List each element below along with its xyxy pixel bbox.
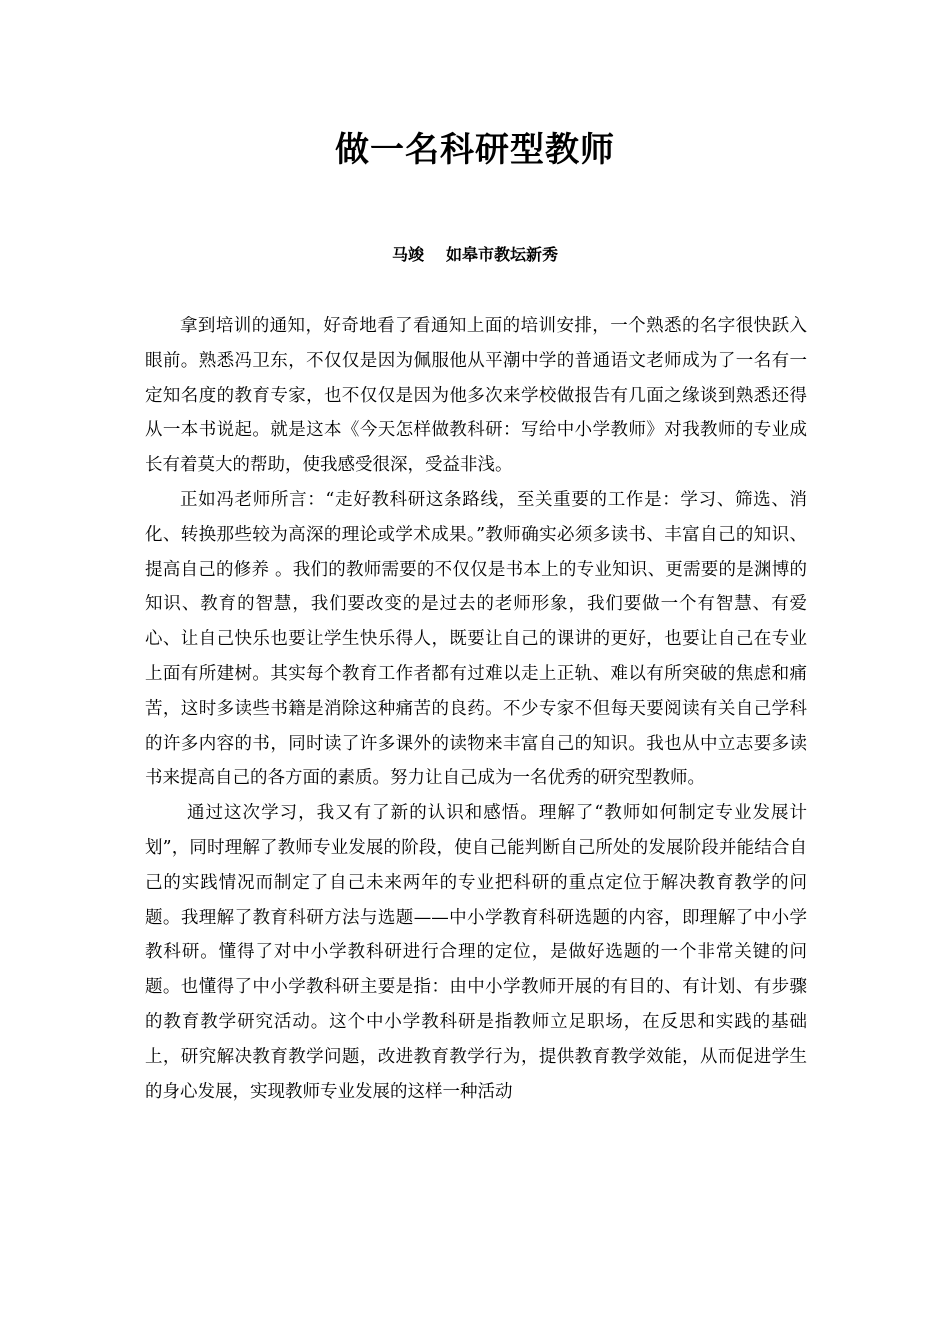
author-affiliation: 如皋市教坛新秀 xyxy=(446,245,559,264)
document-title: 做一名科研型教师 xyxy=(335,130,615,170)
byline xyxy=(0,242,950,268)
body-paragraph-3: 通过这次学习，我又有了新的认识和感悟。理解了“教师如何制定专业发展计划”，同时理解了教师专业发展的阶段，使自己能判断自己所处的发展阶段并能结合自己的实践情况而制定了自己未来两年的专业把科研的重点定位于解决教育教学的问题。我理解了教育科研方法与选题——中小学教育科研选题的内容，即理解了中小学教科研。懂得了对中小学教科研进行合理的定位，是做好选题的一个非常关键的问题。也懂得了中小学教科研主要是指：由中小学教师开展的有目的、有计划、有步骤的教育教学研究活动。这个中小学教科研是指教师立足职场，在反思和实践的基础上，研究解决教育教学问题，改进教育教学行为，提供教育教学效能，从而促进学生的身心发展，实现教师专业发展的这样一种活动 xyxy=(145,803,807,1102)
author-name: 马竣 xyxy=(391,245,424,264)
document-body xyxy=(145,309,807,1109)
body-paragraph-2: 正如冯老师所言：“走好教科研这条路线，至关重要的工作是：学习、筛选、消化、转换那些较为高深的理论或学术成果。”教师确实必须多读书、丰富自己的知识、提高自己的修养 。我们的教师需要的不仅仅是书本上的专业知识、更需要的是渊博的知识、教育的智慧，我们要改变的是过去的老师形象，我们要做一个有智慧、有爱心、让自己快乐也要让学生快乐得人，既要让自己的课讲的更好，也要让自己在专业上面有所建树。其实每个教育工作者都有过难以走上正轨、难以有所突破的焦虑和痛苦，这时多读些书籍是消除这种痛苦的良药。不少专家不但每天要阅读有关自己学科的许多内容的书，同时读了许多课外的读物来丰富自己的知识。我也从中立志要多读书来提高自己的各方面的素质。努力让自己成为一名优秀的研究型教师。 xyxy=(145,489,807,789)
body-paragraph-1: 拿到培训的通知，好奇地看了看通知上面的培训安排，一个熟悉的名字很快跃入眼前。熟悉冯卫东，不仅仅是因为佩服他从平潮中学的普通语文老师成为了一名有一定知名度的教育专家，也不仅仅是因为他多次来学校做报告有几面之缘谈到熟悉还得从一本书说起。就是这本《今天怎样做教科研：写给中小学教师》对我教师的专业成长有着莫大的帮助，使我感受很深，受益非浅。 xyxy=(145,316,807,476)
